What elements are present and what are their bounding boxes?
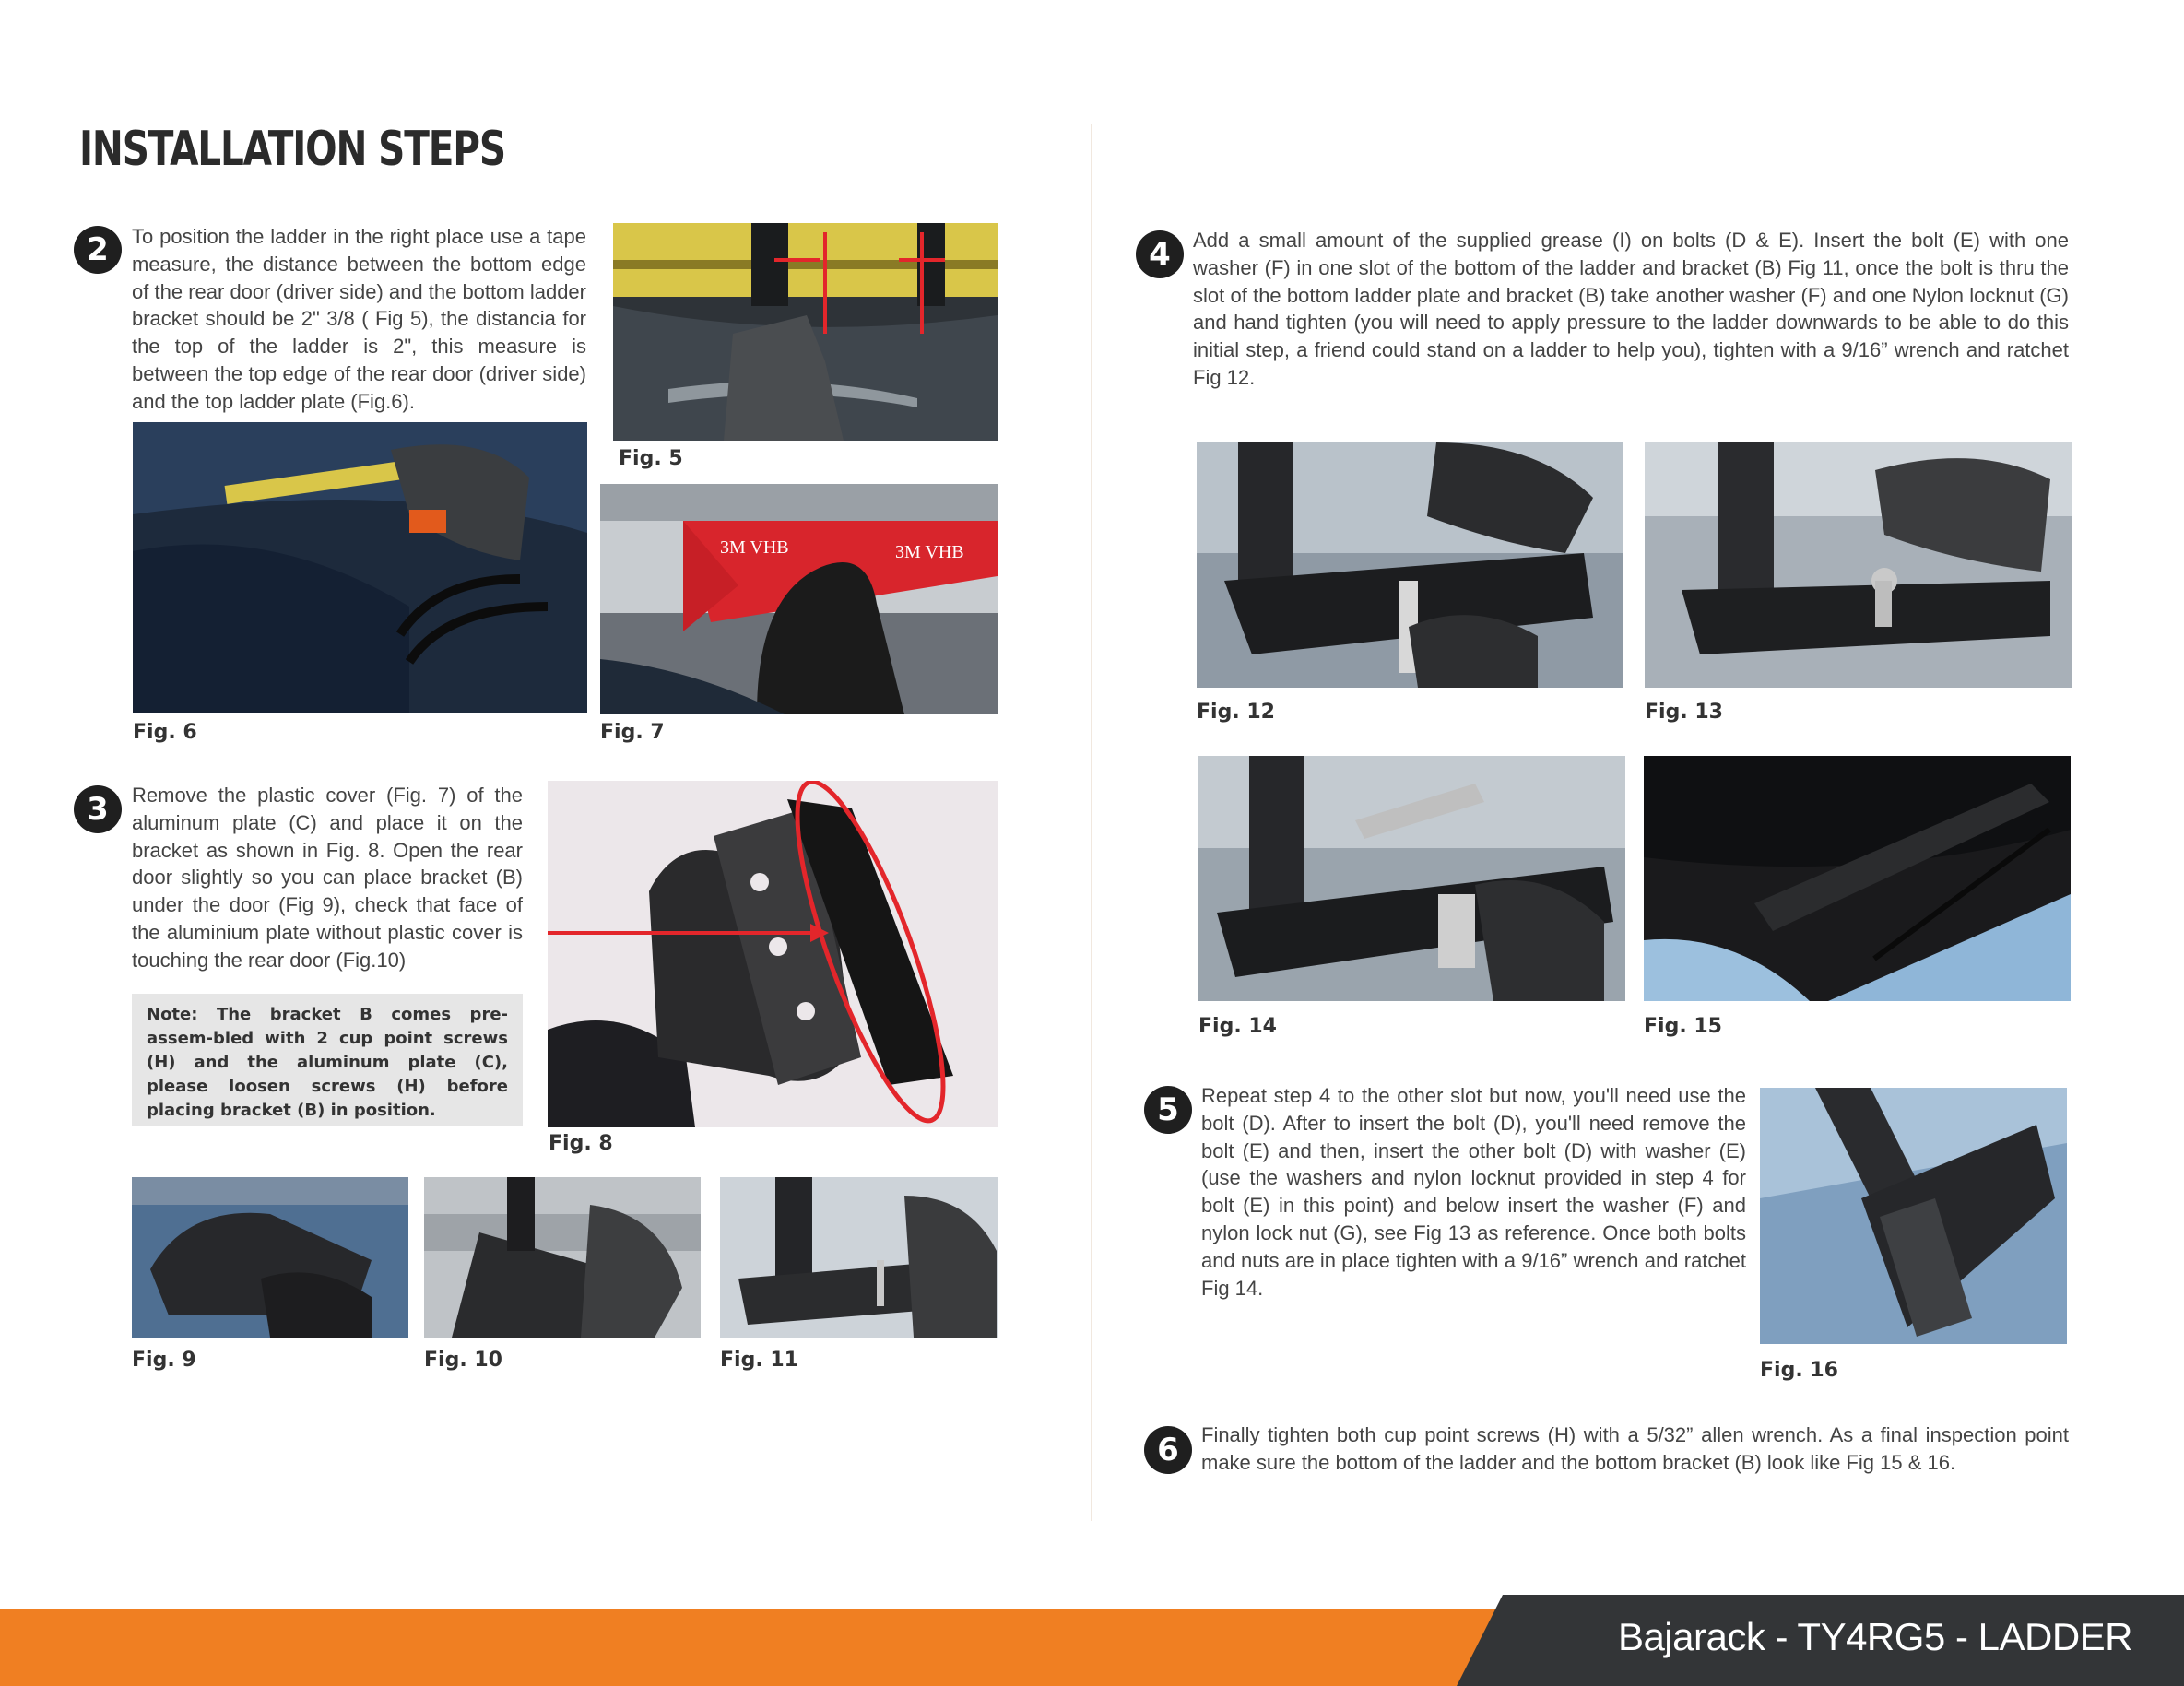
fig-9-photo bbox=[132, 1177, 408, 1338]
fig-7-caption: Fig. 7 bbox=[600, 721, 665, 744]
fig-13-caption: Fig. 13 bbox=[1645, 701, 1723, 724]
tape-brand-text-2: 3M VHB bbox=[895, 542, 964, 562]
fig-15-caption: Fig. 15 bbox=[1644, 1015, 1722, 1038]
fig-5-photo bbox=[613, 223, 998, 441]
fig-10-photo bbox=[424, 1177, 701, 1338]
step-4-badge: 4 bbox=[1136, 230, 1184, 278]
step-3-badge: 3 bbox=[74, 785, 122, 833]
fig-12-photo bbox=[1197, 442, 1623, 688]
page-divider bbox=[1091, 124, 1092, 1521]
fig-16-caption: Fig. 16 bbox=[1760, 1359, 1838, 1382]
step-2-badge: 2 bbox=[74, 226, 122, 274]
note-text: Note: The bracket B comes pre-assem-bled with 2 cup point screws (H) and the aluminum plate (C), please loosen screws (H) before placing bracket (B) in position. bbox=[147, 1005, 508, 1120]
page-title: INSTALLATION STEPS bbox=[79, 122, 505, 177]
fig-10-caption: Fig. 10 bbox=[424, 1349, 502, 1372]
fig-12-caption: Fig. 12 bbox=[1197, 701, 1275, 724]
note-box bbox=[132, 994, 523, 1126]
fig-15-photo bbox=[1644, 756, 2071, 1001]
step-6-badge: 6 bbox=[1144, 1426, 1192, 1474]
fig-11-photo bbox=[720, 1177, 998, 1338]
step-5-text: Repeat step 4 to the other slot but now, you'll need use the bolt (D). After to insert the bolt (D), you'll need remove the bolt (E) and then, insert the other bolt (D) with washer (E) (use the washers and nylon locknut provided in step 4 for bolt (E) in this point) and below insert the washer (F) and nylon lock nut (G), see Fig 13 as reference. Once both bolts and nuts are in place tighten with a 9/16” wrench and ratchet Fig 14. bbox=[1201, 1084, 1746, 1300]
fig-6-caption: Fig. 6 bbox=[133, 721, 197, 744]
step-3-text: Remove the plastic cover (Fig. 7) of the aluminum plate (C) and place it on the bracket as shown in Fig. 8. Open the rear door slightly so you can place bracket (B) under the door (Fig 9), check that face of the aluminium plate without plastic cover is touching the rear door (Fig.10) bbox=[132, 784, 523, 972]
step-4-text: Add a small amount of the supplied grease (I) on bolts (D & E). Insert the bolt (E) with one washer (F) in one slot of the bottom of the ladder and bracket (B) Fig 11, once the bolt is thru the slot of the bottom ladder plate and bracket (B) take another washer (F) and one Nylon locknut (G) and hand tighten (you will need to apply pressure to the ladder downwards to be able to do this initial step, a friend could stand on a ladder to help you), tighten with a 9/16” wrench and ratchet Fig 12. bbox=[1193, 229, 2069, 389]
fig-8-photo bbox=[548, 781, 998, 1127]
fig-11-caption: Fig. 11 bbox=[720, 1349, 798, 1372]
fig-7-photo bbox=[600, 484, 998, 714]
step-5-badge: 5 bbox=[1144, 1086, 1192, 1134]
tape-brand-text-1: 3M VHB bbox=[720, 537, 789, 558]
fig-14-caption: Fig. 14 bbox=[1198, 1015, 1277, 1038]
step-2-text: To position the ladder in the right place use a tape measure, the distance between the bottom edge of the rear door (driver side) and the bottom ladder bracket should be 2" 3/8 ( Fig 5), the distancia for the top of the ladder is 2", this measure is between the top edge of the rear door (driver side) and the top ladder plate (Fig.6). bbox=[132, 225, 586, 413]
fig-8-caption: Fig. 8 bbox=[549, 1132, 613, 1155]
fig-6-photo bbox=[133, 422, 587, 713]
fig-14-photo bbox=[1198, 756, 1625, 1001]
fig-5-caption: Fig. 5 bbox=[619, 447, 683, 470]
step-6-text: Finally tighten both cup point screws (H) with a 5/32” allen wrench. As a final inspection point make sure the bottom of the ladder and the bottom bracket (B) look like Fig 15 & 16. bbox=[1201, 1423, 2069, 1474]
fig-13-photo bbox=[1645, 442, 2072, 688]
fig-9-caption: Fig. 9 bbox=[132, 1349, 196, 1372]
fig-16-photo bbox=[1760, 1088, 2067, 1344]
footer-product-name: Bajarack - TY4RG5 - LADDER bbox=[1617, 1615, 2132, 1658]
